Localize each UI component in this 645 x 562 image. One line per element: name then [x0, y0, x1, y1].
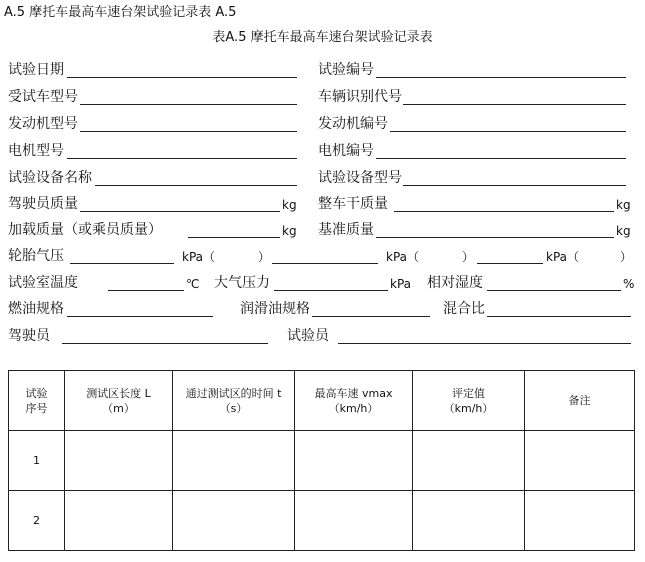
- record-table: [8, 370, 635, 551]
- label-equipment-model: 试验设备型号: [318, 170, 402, 186]
- cell-rated-value[interactable]: [413, 491, 525, 551]
- label-fuel-spec: 燃油规格: [8, 301, 64, 317]
- field-tire-pressure-2[interactable]: [272, 263, 378, 264]
- cell-pass-time[interactable]: [173, 491, 295, 551]
- field-driver[interactable]: [62, 343, 268, 344]
- label-atm-pressure: 大气压力: [214, 275, 270, 291]
- label-engine-number: 发动机编号: [318, 116, 388, 132]
- label-vehicle-id-code: 车辆识别代号: [318, 89, 402, 105]
- cell-remarks[interactable]: [525, 431, 635, 491]
- label-tire-pressure: 轮胎气压: [8, 248, 64, 264]
- row-index: 2: [9, 491, 65, 551]
- label-mix-ratio: 混合比: [443, 301, 485, 317]
- field-engine-model[interactable]: [80, 131, 297, 132]
- label-vehicle-model: 受试车型号: [8, 89, 78, 105]
- label-test-date: 试验日期: [8, 62, 64, 78]
- row-index: 1: [9, 431, 65, 491]
- label-room-temp: 试验室温度: [8, 275, 78, 291]
- field-rel-humidity[interactable]: [487, 290, 621, 291]
- unit-kpa: kPa: [390, 277, 411, 291]
- form-title: 表A.5 摩托车最高车速台架试验记录表: [212, 30, 433, 45]
- unit-percent: %: [623, 277, 635, 291]
- unit-kg-driver: kg: [282, 198, 297, 212]
- field-atm-pressure[interactable]: [274, 290, 388, 291]
- field-tire-pressure-1[interactable]: [70, 263, 174, 264]
- field-lube-spec[interactable]: [312, 316, 430, 317]
- field-driver-mass[interactable]: [80, 211, 280, 212]
- cell-pass-time[interactable]: [173, 431, 295, 491]
- unit-celsius: ℃: [186, 277, 200, 291]
- field-vehicle-id-code[interactable]: [403, 104, 626, 105]
- unit-kg-reference: kg: [616, 224, 631, 238]
- label-lube-spec: 润滑油规格: [240, 301, 310, 317]
- section-heading: A.5 摩托车最高车速台架试验记录表 A.5: [4, 5, 237, 20]
- cell-zone-length[interactable]: [65, 431, 173, 491]
- header-rated-value: 评定值 （km/h）: [413, 371, 525, 431]
- table-row: [9, 431, 635, 491]
- field-equipment-model[interactable]: [403, 185, 626, 186]
- header-max-speed: 最高车速 vmax （km/h）: [295, 371, 413, 431]
- field-load-mass[interactable]: [188, 237, 280, 238]
- label-equipment-name: 试验设备名称: [8, 170, 92, 186]
- header-pass-time: 通过测试区的时间 t （s）: [173, 371, 295, 431]
- unit-kpa-open-3: kPa（: [546, 250, 580, 264]
- label-engine-model: 发动机型号: [8, 116, 78, 132]
- cell-zone-length[interactable]: [65, 491, 173, 551]
- field-vehicle-model[interactable]: [80, 104, 297, 105]
- unit-close-paren-2: ）: [462, 250, 475, 264]
- field-equipment-name[interactable]: [95, 185, 297, 186]
- field-curb-mass[interactable]: [394, 211, 614, 212]
- cell-max-speed[interactable]: [295, 491, 413, 551]
- field-mix-ratio[interactable]: [487, 316, 631, 317]
- label-curb-mass: 整车干质量: [318, 196, 388, 212]
- label-test-number: 试验编号: [318, 62, 374, 78]
- header-remarks: 备注: [525, 371, 635, 431]
- unit-kg-curb: kg: [616, 198, 631, 212]
- header-seq: 试验 序号: [9, 371, 65, 431]
- unit-close-paren-3: ）: [620, 250, 633, 264]
- field-tester[interactable]: [338, 343, 631, 344]
- table-row: [9, 491, 635, 551]
- label-driver-mass: 驾驶员质量: [8, 196, 78, 212]
- label-load-mass: 加载质量（或乘员质量）: [8, 222, 162, 238]
- label-tester: 试验员: [287, 328, 329, 344]
- label-driver: 驾驶员: [8, 328, 50, 344]
- unit-close-paren-1: ）: [258, 250, 271, 264]
- field-fuel-spec[interactable]: [67, 316, 213, 317]
- field-test-date[interactable]: [67, 77, 297, 78]
- cell-remarks[interactable]: [525, 491, 635, 551]
- field-reference-mass[interactable]: [376, 237, 614, 238]
- header-zone-length: 测试区长度 L （m）: [65, 371, 173, 431]
- field-motor-model[interactable]: [67, 158, 297, 159]
- field-room-temp[interactable]: [108, 290, 184, 291]
- unit-kpa-open-1: kPa（: [182, 250, 216, 264]
- unit-kpa-open-2: kPa（: [386, 250, 420, 264]
- label-motor-number: 电机编号: [318, 143, 374, 159]
- field-motor-number[interactable]: [376, 158, 626, 159]
- label-motor-model: 电机型号: [8, 143, 64, 159]
- field-engine-number[interactable]: [390, 131, 626, 132]
- table-header-row: [9, 371, 635, 431]
- field-tire-pressure-3[interactable]: [477, 263, 543, 264]
- unit-kg-load: kg: [282, 224, 297, 238]
- field-test-number[interactable]: [376, 77, 626, 78]
- label-rel-humidity: 相对湿度: [427, 275, 483, 291]
- label-reference-mass: 基准质量: [318, 222, 374, 238]
- cell-rated-value[interactable]: [413, 431, 525, 491]
- cell-max-speed[interactable]: [295, 431, 413, 491]
